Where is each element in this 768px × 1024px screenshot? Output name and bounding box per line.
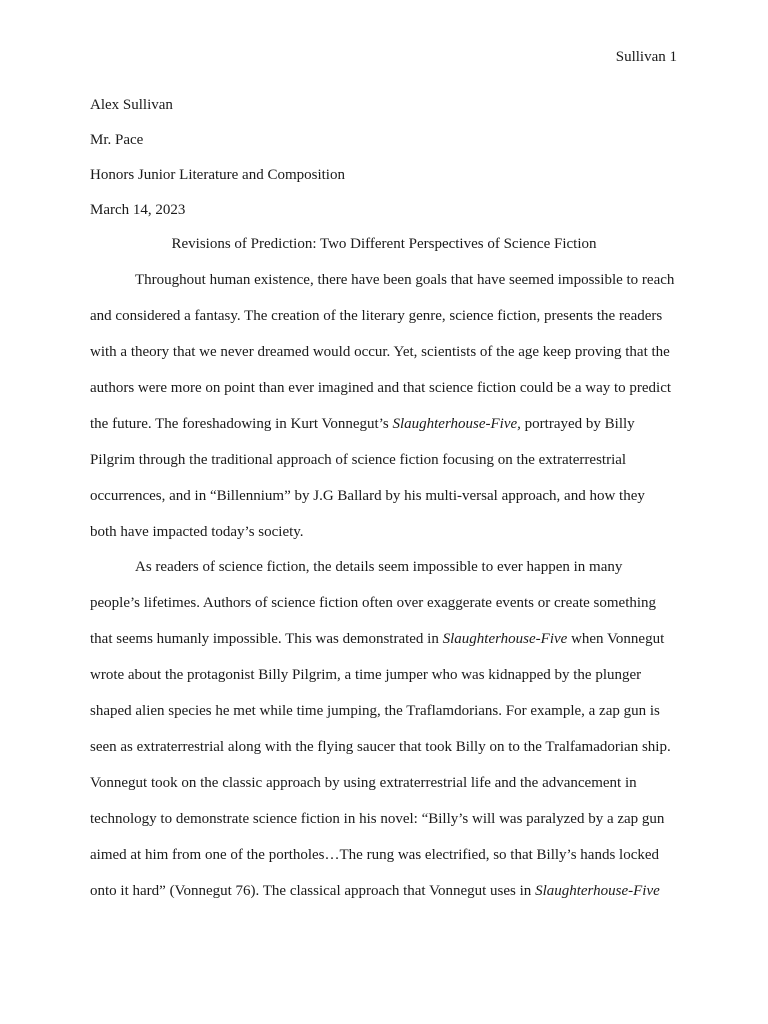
author-name: Alex Sullivan [90,97,173,113]
paragraph-line: Throughout human existence, there have been goals that have seemed impossible to reach [135,272,675,288]
paragraph-line: Pilgrim through the traditional approach of science fiction focusing on the extraterrestrial [90,452,627,468]
text-run: onto it hard” (Vonnegut 76). The classical approach that Vonnegut uses in [90,883,536,899]
paragraph-line [90,881,660,901]
paragraph-line: people’s lifetimes. Authors of science fiction often over exaggerate events or create something [90,595,657,611]
course-name: Honors Junior Literature and Composition [90,167,345,183]
paragraph-line: shaped alien species he met while time jumping, the Traflamdorians. For example, a zap gun is [90,703,660,719]
book-title-italic: Slaughterhouse-Five [535,883,660,899]
paragraph-line [90,414,635,434]
text-run: that seems humanly impossible. This was demonstrated in [90,631,443,647]
essay-date: March 14, 2023 [90,202,186,218]
text-run: when Vonnegut [567,631,665,647]
paragraph-line: seen as extraterrestrial along with the flying saucer that took Billy on to the Tralfamadorian ship. [90,739,671,755]
paragraph-line: wrote about the protagonist Billy Pilgrim, a time jumper who was kidnapped by the plunger [90,667,642,683]
essay-title: Revisions of Prediction: Two Different Perspectives of Science Fiction [171,236,597,252]
paragraph-line: Vonnegut took on the classic approach by using extraterrestrial life and the advancement in [90,775,637,791]
paragraph-line: technology to demonstrate science fiction in his novel: “Billy’s will was paralyzed by a zap gun [90,811,665,827]
paragraph-line: authors were more on point than ever imagined and that science fiction could be a way to predict [90,380,672,396]
paragraph-line: both have impacted today’s society. [90,524,304,540]
paragraph-line: with a theory that we never dreamed would occur. Yet, scientists of the age keep proving that the [90,344,670,360]
paragraph-line: As readers of science fiction, the details seem impossible to ever happen in many [135,559,623,575]
text-run: portrayed by Billy [520,416,635,432]
book-title-italic: Slaughterhouse-Five, [392,416,521,432]
paragraph-line [90,629,664,649]
running-head: Sullivan 1 [615,49,677,65]
paragraph-line: aimed at him from one of the portholes…The rung was electrified, so that Billy’s hands locked [90,847,660,863]
paragraph-line: and considered a fantasy. The creation of the literary genre, science fiction, presents the readers [90,308,663,324]
text-run: the future. The foreshadowing in Kurt Vonnegut’s [90,416,393,432]
paragraph-line: occurrences, and in “Billennium” by J.G Ballard by his multi-versal approach, and how they [90,488,645,504]
teacher-name: Mr. Pace [90,132,144,148]
book-title-italic: Slaughterhouse-Five [442,631,568,647]
